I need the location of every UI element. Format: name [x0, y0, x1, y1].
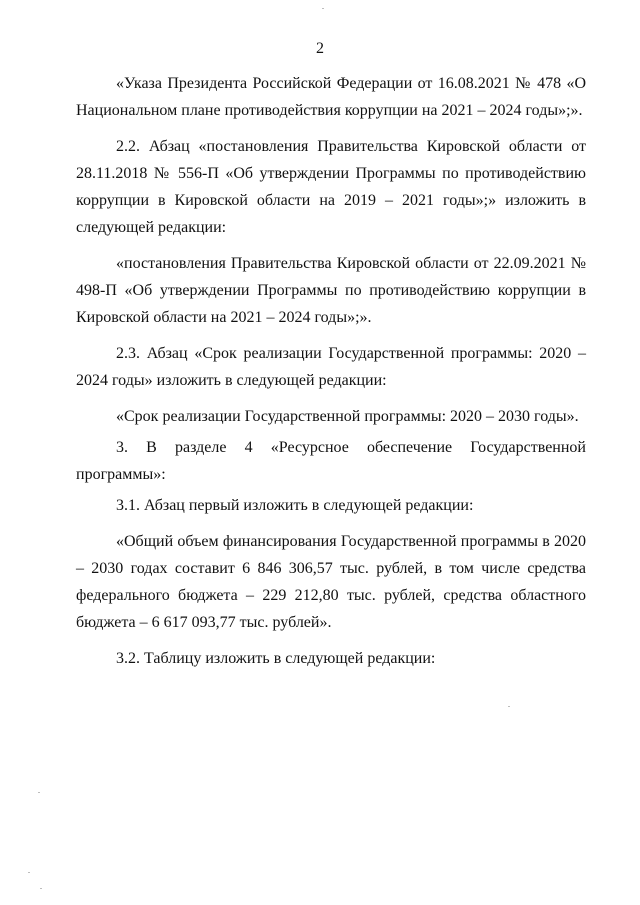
paragraph-2-2: 2.2. Абзац «постановления Правительства Кировской области от 28.11.2018 № 556-П «Об утверждении Программы по противодействию коррупции в Кировской области на 2019 – 2021 годы»;» изложить в следующей редакции: [76, 138, 586, 236]
scan-speck [38, 792, 40, 793]
paragraph-financing-text: «Общий объем финансирования Государственной программы в 2020 – 2030 годах составит 6 846 306,57 тыс. рублей, в том числе средства федерального бюджета – 229 212,80 тыс. рублей, средства областного бюджета – 6 617 093,77 тыс. рублей». [76, 533, 586, 631]
document-body [76, 70, 586, 681]
scan-speck [28, 872, 30, 873]
scan-speck [508, 706, 510, 707]
paragraph-section-3: 3. В разделе 4 «Ресурсное обеспечение Государственной программы»: [76, 439, 586, 483]
paragraph-decree-reference: «Указа Президента Российской Федерации от 16.08.2021 № 478 «О Национальном плане противодействия коррупции на 2021 – 2024 годы»;». [76, 75, 586, 119]
paragraph-2-3: 2.3. Абзац «Срок реализации Государственной программы: 2020 – 2024 годы» изложить в следующей редакции: [76, 345, 586, 389]
page-number: 2 [316, 40, 324, 57]
paragraph-3-1: 3.1. Абзац первый изложить в следующей редакции: [116, 497, 474, 514]
scan-speck [40, 888, 42, 889]
paragraph-3-2: 3.2. Таблицу изложить в следующей редакции: [116, 650, 436, 667]
scan-speck [322, 8, 324, 9]
paragraph-resolution-text: «постановления Правительства Кировской области от 22.09.2021 № 498-П «Об утверждении Программы по противодействию коррупции в Кировской области на 2021 – 2024 годы»;». [76, 255, 586, 326]
paragraph-term-text: «Срок реализации Государственной программы: 2020 – 2030 годы». [116, 408, 579, 425]
